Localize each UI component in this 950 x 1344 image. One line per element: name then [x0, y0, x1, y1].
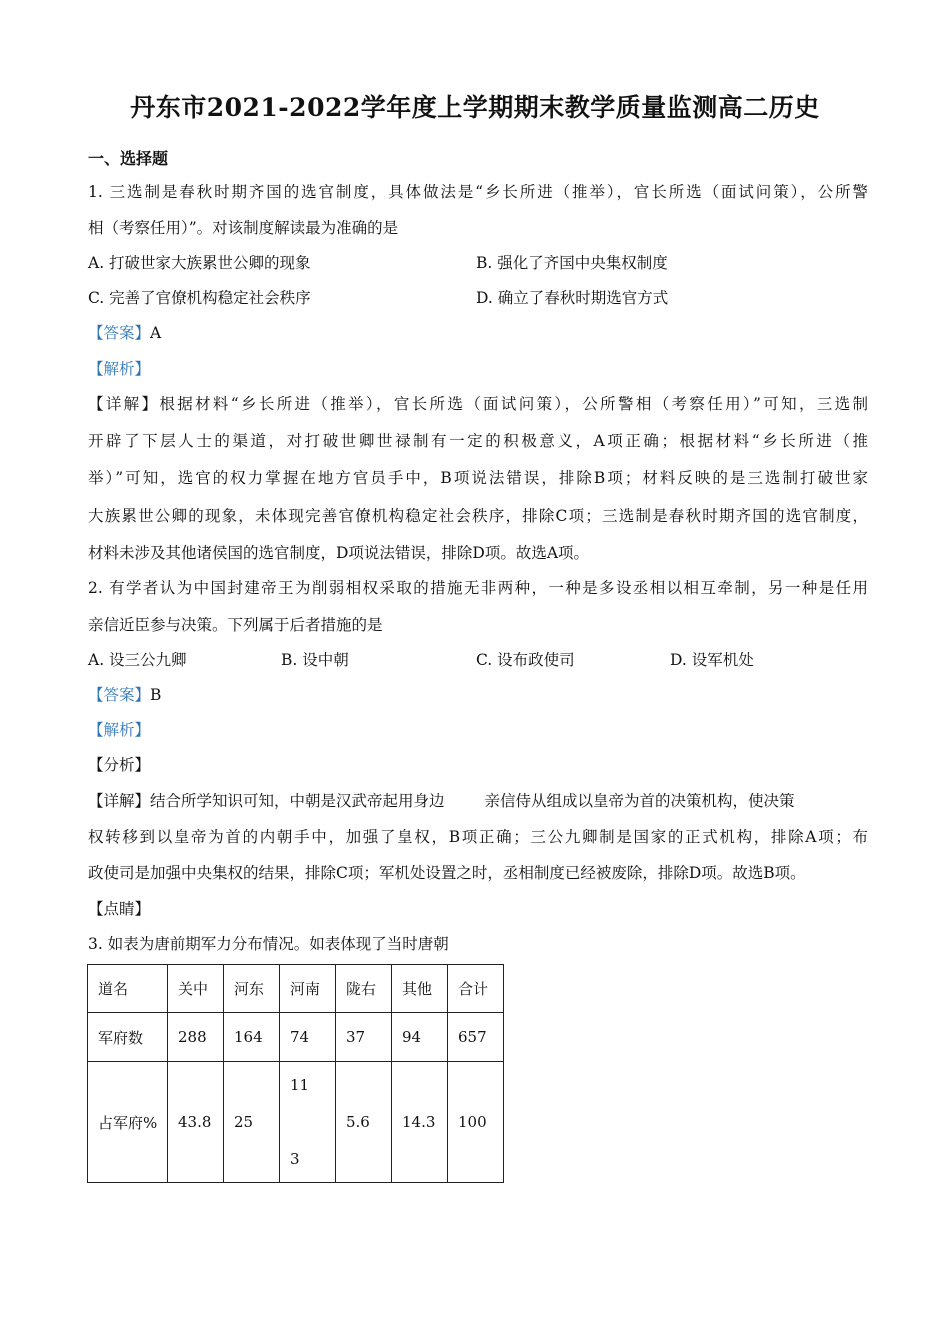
table-cell: 657 — [448, 1013, 504, 1062]
q2-option-d: D. 设军机处 — [670, 651, 754, 669]
table-cell: 74 — [280, 1013, 336, 1062]
table-cell: 关中 — [168, 965, 224, 1013]
q1-stem-line-1: 1. 三选制是春秋时期齐国的选官制度，具体做法是“乡长所进（推举），官长所选（面试问策），公所警 — [88, 183, 868, 201]
answer-tag: 【答案】 — [88, 324, 151, 342]
table-cell: 14.3 — [392, 1062, 448, 1183]
q1-option-a: A. 打破世家大族累世公卿的现象 — [88, 254, 311, 272]
q2-detail-line-3: 政使司是加强中央集权的结果，排除C项；军机处设置之时，丞相制度已经被废除，排除D项。故选B项。 — [88, 864, 806, 882]
q2-option-b: B. 设中朝 — [281, 651, 349, 669]
q1-detail-line-2: 开辟了下层人士的渠道，对打破世卿世禄制有一定的积极意义，A项正确；根据材料“乡长所进（推 — [88, 432, 868, 450]
q2-analysis-tag: 【解析】 — [88, 721, 151, 739]
q2-detail-line-2: 权转移到以皇帝为首的内朝手中，加强了皇权，B项正确；三公九卿制是国家的正式机构，排除A项；布 — [88, 828, 868, 846]
military-distribution-table — [87, 964, 504, 1183]
q1-option-b: B. 强化了齐国中央集权制度 — [476, 254, 668, 272]
table-cell: 43.8 — [168, 1062, 224, 1183]
q1-detail-line-5: 材料未涉及其他诸侯国的选官制度，D项说法错误，排除D项。故选A项。 — [88, 544, 590, 562]
q1-option-c: C. 完善了官僚机构稳定社会秩序 — [88, 289, 311, 307]
q1-detail-line-1: 【详解】根据材料“乡长所进（推举），官长所选（面试问策），公所警相（考察任用）”可知，三选制 — [88, 395, 868, 413]
table-cell: 288 — [168, 1013, 224, 1062]
q2-detail-line-1: 【详解】结合所学知识可知，中朝是汉武帝起用身边 亲信侍从组成以皇帝为首的决策机构，使决策 — [88, 792, 795, 810]
table-cell: 100 — [448, 1062, 504, 1183]
table-cell: 164 — [224, 1013, 280, 1062]
table-row — [88, 1013, 504, 1062]
table-row — [88, 1062, 504, 1183]
answer-value: B — [150, 686, 162, 704]
q1-stem-line-2: 相（考察任用）”。对该制度解读最为准确的是 — [88, 219, 399, 237]
table-cell: 陇右 — [336, 965, 392, 1013]
q3-stem: 3. 如表为唐前期军力分布情况。如表体现了当时唐朝 — [88, 935, 449, 953]
q2-stem-line-1: 2. 有学者认为中国封建帝王为削弱相权采取的措施无非两种，一种是多设丞相以相互牵制，另一种是任用 — [88, 579, 868, 597]
section-heading: 一、选择题 — [88, 149, 169, 168]
page-title: 丹东市2021-2022学年度上学期期末教学质量监测高二历史 — [130, 93, 820, 122]
detail-tag: 【详解】 — [88, 792, 151, 810]
table-cell: 其他 — [392, 965, 448, 1013]
q1-analysis-tag: 【解析】 — [88, 360, 151, 378]
detail-tag: 【详解】 — [88, 395, 160, 413]
q1-option-d: D. 确立了春秋时期选官方式 — [476, 289, 669, 307]
table-cell: 11 3 — [280, 1062, 336, 1183]
answer-tag: 【答案】 — [88, 686, 151, 704]
answer-value: A — [150, 324, 162, 342]
table-cell: 5.6 — [336, 1062, 392, 1183]
table-cell: 25 — [224, 1062, 280, 1183]
q2-stem-line-2: 亲信近臣参与决策。下列属于后者措施的是 — [88, 616, 383, 634]
table-cell: 道名 — [88, 965, 168, 1013]
q2-dianjing-tag: 【点睛】 — [88, 900, 151, 918]
q1-answer — [88, 322, 868, 344]
q2-option-c: C. 设布政使司 — [476, 651, 575, 669]
q2-fenxi-tag: 【分析】 — [88, 756, 151, 774]
q1-detail-line-3: 举）”可知，选官的权力掌握在地方官员手中，B项说法错误，排除B项；材料反映的是三选制打破世家 — [88, 469, 868, 487]
table-cell: 37 — [336, 1013, 392, 1062]
table-header-row — [88, 965, 504, 1013]
q2-answer — [88, 684, 868, 706]
q2-option-a: A. 设三公九卿 — [88, 651, 187, 669]
table-cell: 河南 — [280, 965, 336, 1013]
q1-detail-line-4: 大族累世公卿的现象，未体现完善官僚机构稳定社会秩序，排除C项；三选制是春秋时期齐国的选官制度， — [88, 507, 868, 525]
table-cell: 94 — [392, 1013, 448, 1062]
table-cell: 军府数 — [88, 1013, 168, 1062]
table-cell: 河东 — [224, 965, 280, 1013]
table-cell: 占军府% — [88, 1062, 168, 1183]
table-cell: 合计 — [448, 965, 504, 1013]
